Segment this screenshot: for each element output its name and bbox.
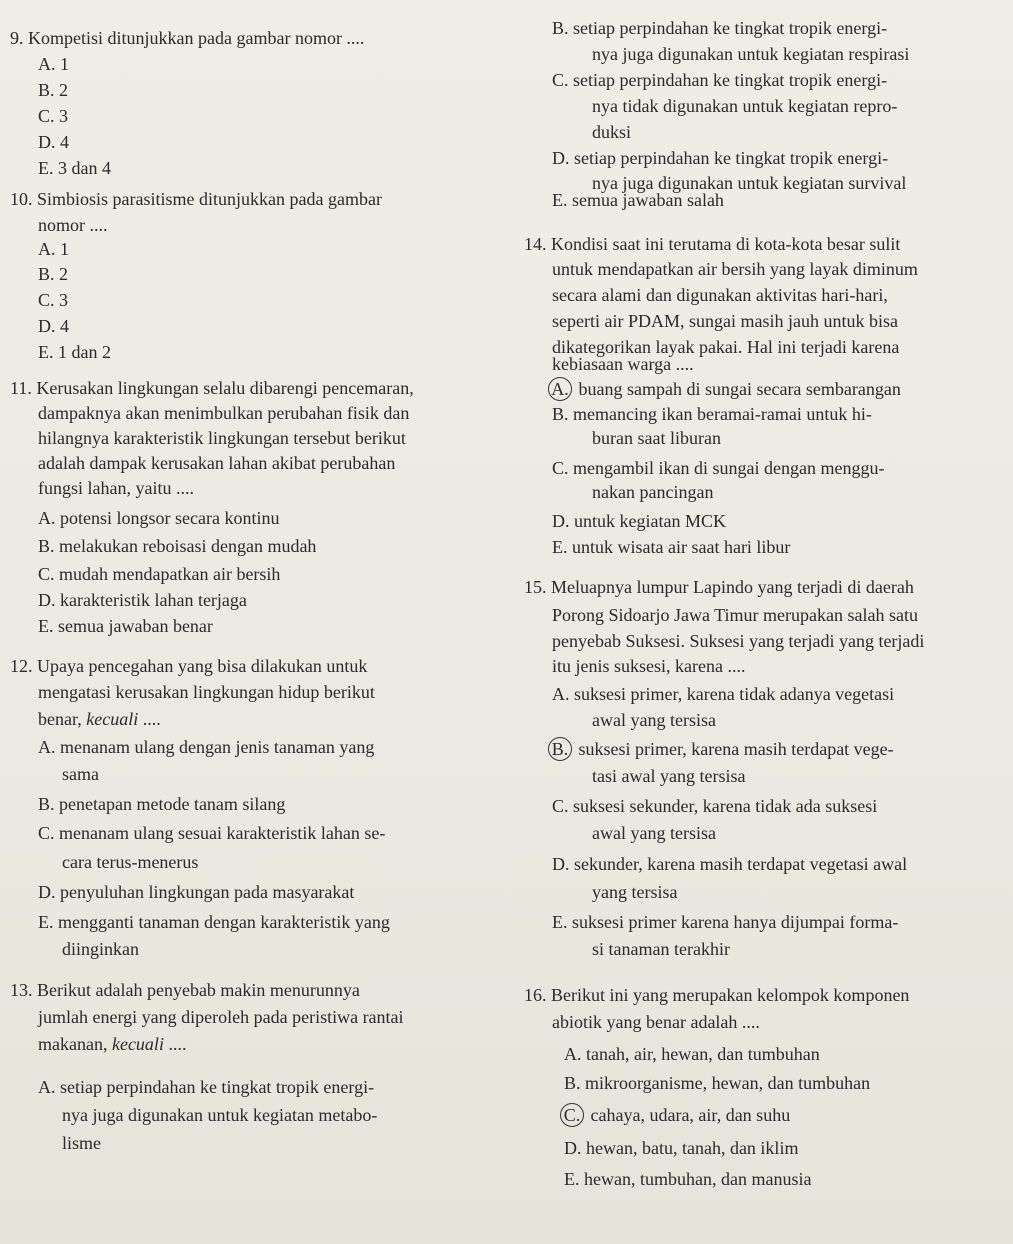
line-text: penyebab Suksesi. Suksesi yang terjadi yang terjadi xyxy=(552,631,925,651)
line-text: 14. Kondisi saat ini terutama di kota-kota besar sulit xyxy=(524,234,901,254)
line-text: secara alami dan digunakan aktivitas hari-hari, xyxy=(552,285,888,305)
left-text-line xyxy=(38,506,279,530)
line-text: C. setiap perpindahan ke tingkat tropik energi- xyxy=(552,70,888,90)
line-text: tasi awal yang tersisa xyxy=(592,766,746,786)
line-text: suksesi primer, karena masih terdapat vege- xyxy=(578,739,894,759)
right-text-line xyxy=(592,937,730,961)
left-text-line xyxy=(38,707,161,731)
right-text-line xyxy=(592,94,897,118)
right-text-line xyxy=(552,654,745,678)
line-text: C. menanam ulang sesuai karakteristik lahan se- xyxy=(38,823,386,843)
left-text-line xyxy=(38,340,111,364)
circled-answer-marker: B. xyxy=(548,737,572,761)
line-text: nomor .... xyxy=(38,215,108,235)
line-text: makanan, xyxy=(38,1034,112,1054)
right-text-line xyxy=(552,603,918,627)
line-text: jumlah energi yang diperoleh pada peristiwa rantai xyxy=(38,1007,404,1027)
line-text: buang sampah di sungai secara sembarangan xyxy=(578,379,901,399)
line-text: C. 3 xyxy=(38,290,69,310)
line-text: A. menanam ulang dengan jenis tanaman yang xyxy=(38,737,375,757)
right-text-line xyxy=(552,509,726,533)
line-text: Porong Sidoarjo Jawa Timur merupakan salah satu xyxy=(552,605,918,625)
line-text: A. suksesi primer, karena tidak adanya vegetasi xyxy=(552,684,895,704)
line-text: D. untuk kegiatan MCK xyxy=(552,511,726,531)
line-text: A. tanah, air, hewan, dan tumbuhan xyxy=(564,1044,820,1064)
line-text: 13. Berikut adalah penyebab makin menurunnya xyxy=(10,980,360,1000)
left-text-line xyxy=(10,978,360,1002)
right-text-line xyxy=(592,821,716,845)
left-text-line xyxy=(10,26,364,50)
left-text-line xyxy=(38,262,68,286)
right-text-line xyxy=(552,737,894,761)
line-text: nya juga digunakan untuk kegiatan metabo- xyxy=(62,1105,378,1125)
line-text: nya tidak digunakan untuk kegiatan repro- xyxy=(592,96,898,116)
line-text: C. suksesi sekunder, karena tidak ada suksesi xyxy=(552,796,878,816)
line-text: 10. Simbiosis parasitisme ditunjukkan pada gambar xyxy=(10,189,382,209)
italic-emphasis: kecuali xyxy=(86,709,139,729)
left-text-line xyxy=(10,187,382,211)
left-text-line xyxy=(38,130,69,154)
line-text: buran saat liburan xyxy=(592,428,721,448)
right-text-line xyxy=(552,402,872,426)
circled-answer-marker: C. xyxy=(560,1103,584,1127)
right-text-line xyxy=(552,1010,760,1034)
line-text: A. setiap perpindahan ke tingkat tropik energi- xyxy=(38,1077,375,1097)
right-text-line xyxy=(552,146,888,170)
left-text-line xyxy=(38,401,409,425)
right-text-line xyxy=(524,232,900,256)
right-text-line xyxy=(564,1136,798,1160)
left-text-line xyxy=(38,213,108,237)
line-text: B. setiap perpindahan ke tingkat tropik energi- xyxy=(552,18,888,38)
left-text-line xyxy=(38,910,390,934)
left-text-line xyxy=(62,850,198,874)
line-text: C. mudah mendapatkan air bersih xyxy=(38,564,281,584)
line-suffix: .... xyxy=(138,709,161,729)
right-text-line xyxy=(552,188,724,212)
left-text-line xyxy=(38,792,285,816)
line-text: E. mengganti tanaman dengan karakteristik yang xyxy=(38,912,390,932)
line-text: sama xyxy=(62,764,99,784)
left-text-line xyxy=(38,314,69,338)
line-text: D. 4 xyxy=(38,132,69,152)
line-text: seperti air PDAM, sungai masih jauh untuk bisa xyxy=(552,311,898,331)
line-text: 12. Upaya pencegahan yang bisa dilakukan untuk xyxy=(10,656,368,676)
line-text: B. penetapan metode tanam silang xyxy=(38,794,286,814)
left-text-line xyxy=(38,588,247,612)
line-text: si tanaman terakhir xyxy=(592,939,730,959)
left-text-line xyxy=(62,1103,377,1127)
right-text-line xyxy=(592,42,909,66)
line-text: C. 3 xyxy=(38,106,69,126)
left-text-line xyxy=(38,476,194,500)
left-text-line xyxy=(38,1032,186,1056)
line-text: mengatasi kerusakan lingkungan hidup berikut xyxy=(38,682,375,702)
left-text-line xyxy=(38,680,375,704)
line-text: B. memancing ikan beramai-ramai untuk hi- xyxy=(552,404,872,424)
line-text: D. 4 xyxy=(38,316,69,336)
line-text: dampaknya akan menimbulkan perubahan fisik dan xyxy=(38,403,410,423)
line-text: 9. Kompetisi ditunjukkan pada gambar nomor .... xyxy=(10,28,365,48)
line-text: nya juga digunakan untuk kegiatan survival xyxy=(592,173,907,193)
line-text: E. 1 dan 2 xyxy=(38,342,111,362)
right-text-line xyxy=(552,309,898,333)
line-text: adalah dampak kerusakan lahan akibat perubahan xyxy=(38,453,396,473)
left-text-line xyxy=(62,762,99,786)
line-text: A. potensi longsor secara kontinu xyxy=(38,508,280,528)
line-text: awal yang tersisa xyxy=(592,823,716,843)
circled-answer-marker: A. xyxy=(548,377,572,401)
right-text-line xyxy=(592,426,721,450)
line-text: awal yang tersisa xyxy=(592,710,716,730)
line-text: E. suksesi primer karena hanya dijumpai forma- xyxy=(552,912,899,932)
left-text-line xyxy=(38,156,111,180)
line-text: 11. Kerusakan lingkungan selalu dibarengi pencemaran, xyxy=(10,378,414,398)
right-text-line xyxy=(564,1071,870,1095)
left-text-line xyxy=(38,614,213,638)
line-text: E. semua jawaban benar xyxy=(38,616,213,636)
left-text-line xyxy=(38,821,385,845)
line-text: 16. Berikut ini yang merupakan kelompok komponen xyxy=(524,985,910,1005)
left-text-line xyxy=(38,104,68,128)
line-text: untuk mendapatkan air bersih yang layak diminum xyxy=(552,259,918,279)
line-text: nakan pancingan xyxy=(592,482,714,502)
right-text-line xyxy=(592,764,745,788)
right-text-line xyxy=(552,377,901,401)
left-text-line xyxy=(38,237,69,261)
right-text-line xyxy=(552,852,907,876)
right-text-line xyxy=(552,257,918,281)
line-text: C. mengambil ikan di sungai dengan menggu- xyxy=(552,458,885,478)
right-text-line xyxy=(552,68,887,92)
line-text: kebiasaan warga .... xyxy=(552,354,694,374)
line-text: D. penyuluhan lingkungan pada masyarakat xyxy=(38,882,355,902)
right-text-line xyxy=(552,352,694,376)
right-text-line xyxy=(592,708,716,732)
line-text: hilangnya karakteristik lingkungan tersebut berikut xyxy=(38,428,406,448)
left-text-line xyxy=(38,1005,404,1029)
right-text-line xyxy=(524,575,914,599)
left-text-line xyxy=(38,562,280,586)
right-text-line xyxy=(524,983,909,1007)
line-text: 15. Meluapnya lumpur Lapindo yang terjadi di daerah xyxy=(524,577,914,597)
right-text-line xyxy=(552,535,790,559)
left-text-line xyxy=(38,880,354,904)
left-text-line xyxy=(38,735,374,759)
line-text: E. hewan, tumbuhan, dan manusia xyxy=(564,1169,812,1189)
right-text-line xyxy=(552,283,888,307)
right-text-line xyxy=(564,1103,790,1127)
right-text-line xyxy=(592,880,677,904)
line-text: B. 2 xyxy=(38,264,69,284)
line-text: abiotik yang benar adalah .... xyxy=(552,1012,760,1032)
line-text: itu jenis suksesi, karena .... xyxy=(552,656,746,676)
left-text-line xyxy=(38,426,406,450)
right-text-line xyxy=(552,794,877,818)
line-text: B. 2 xyxy=(38,80,69,100)
right-text-line xyxy=(552,16,887,40)
line-text: E. semua jawaban salah xyxy=(552,190,724,210)
right-text-line xyxy=(592,480,713,504)
line-text: E. untuk wisata air saat hari libur xyxy=(552,537,791,557)
line-text: D. karakteristik lahan terjaga xyxy=(38,590,247,610)
line-text: yang tersisa xyxy=(592,882,678,902)
line-text: D. setiap perpindahan ke tingkat tropik energi- xyxy=(552,148,889,168)
left-text-line xyxy=(62,1131,101,1155)
line-text: lisme xyxy=(62,1133,101,1153)
left-text-line xyxy=(10,376,414,400)
line-text: duksi xyxy=(592,122,632,142)
line-text: D. sekunder, karena masih terdapat vegetasi awal xyxy=(552,854,908,874)
left-text-line xyxy=(10,654,367,678)
line-text: B. mikroorganisme, hewan, dan tumbuhan xyxy=(564,1073,871,1093)
right-text-line xyxy=(564,1167,811,1191)
line-text: D. hewan, batu, tanah, dan iklim xyxy=(564,1138,799,1158)
left-text-line xyxy=(38,1075,374,1099)
left-text-line xyxy=(38,451,395,475)
right-text-line xyxy=(564,1042,820,1066)
left-text-line xyxy=(38,78,68,102)
line-text: dikategorikan layak pakai. Hal ini terjadi karena xyxy=(552,337,900,357)
italic-emphasis: kecuali xyxy=(111,1034,164,1054)
line-suffix: .... xyxy=(163,1034,187,1054)
line-text: B. melakukan reboisasi dengan mudah xyxy=(38,536,317,556)
right-text-line xyxy=(552,456,884,480)
line-text: A. 1 xyxy=(38,54,69,74)
right-text-line xyxy=(592,120,631,144)
right-text-line xyxy=(552,682,894,706)
left-text-line xyxy=(38,288,68,312)
line-text: nya juga digunakan untuk kegiatan respirasi xyxy=(592,44,910,64)
right-text-line xyxy=(552,910,898,934)
left-text-line xyxy=(38,52,69,76)
line-text: A. 1 xyxy=(38,239,69,259)
line-text: benar, xyxy=(38,709,87,729)
line-text: cahaya, udara, air, dan suhu xyxy=(590,1105,791,1125)
line-text: fungsi lahan, yaitu .... xyxy=(38,478,194,498)
right-text-line xyxy=(552,629,924,653)
line-text: diinginkan xyxy=(62,939,139,959)
left-text-line xyxy=(38,534,316,558)
left-text-line xyxy=(62,937,139,961)
line-text: cara terus-menerus xyxy=(62,852,199,872)
line-text: E. 3 dan 4 xyxy=(38,158,111,178)
